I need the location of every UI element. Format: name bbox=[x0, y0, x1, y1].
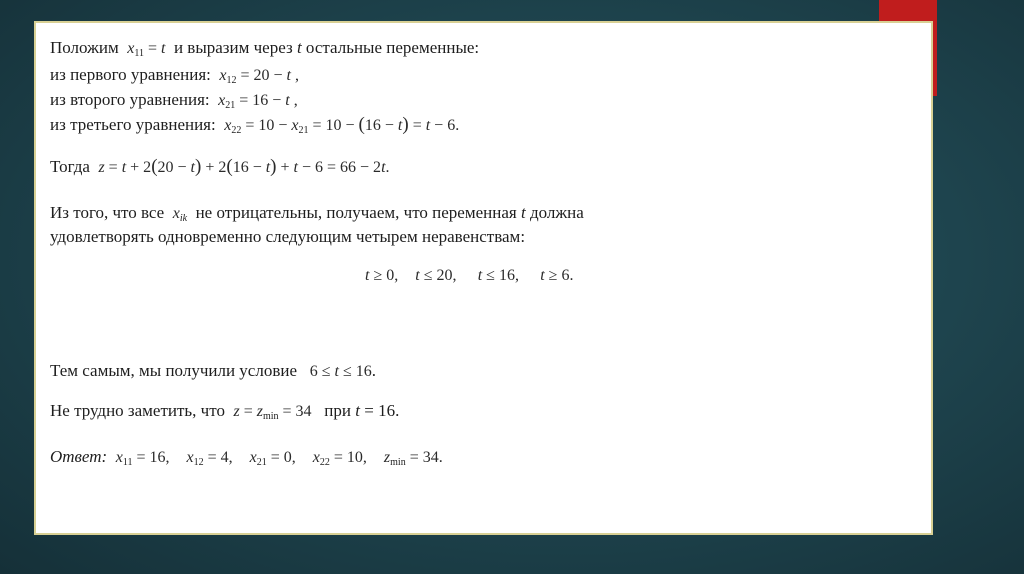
equals: = bbox=[408, 117, 426, 134]
line-answer bbox=[50, 447, 443, 473]
subscript: 21 bbox=[298, 125, 309, 136]
subscript: 11 bbox=[122, 457, 133, 468]
paren: ( bbox=[151, 156, 158, 177]
var-t: t bbox=[161, 40, 166, 57]
subscript: 22 bbox=[319, 457, 330, 468]
expr: ≤ 20, bbox=[419, 267, 457, 284]
paren: ( bbox=[226, 156, 233, 177]
expr: − 6. bbox=[430, 117, 460, 134]
line-nonnegative bbox=[50, 203, 584, 229]
var-t: t bbox=[190, 159, 195, 176]
subscript: 12 bbox=[226, 75, 237, 86]
text: Тем самым, мы получили условие bbox=[50, 361, 297, 380]
text: Из того, что все bbox=[50, 203, 165, 222]
subscript: 12 bbox=[193, 457, 204, 468]
var-z: z bbox=[233, 403, 240, 420]
line-condition bbox=[50, 361, 376, 382]
paren: ( bbox=[358, 114, 365, 135]
expr: = 4, bbox=[203, 449, 233, 466]
var-t: t bbox=[425, 117, 431, 134]
expr: = 0, bbox=[266, 449, 296, 466]
var-t: t bbox=[293, 159, 298, 176]
var-z: z bbox=[256, 403, 263, 420]
paren: ) bbox=[402, 114, 409, 135]
var-t: t bbox=[285, 92, 290, 109]
punct: , bbox=[289, 92, 298, 109]
subscript: ik bbox=[179, 213, 188, 224]
paren: ) bbox=[195, 156, 202, 177]
var-t: t bbox=[520, 203, 526, 222]
line-third-equation bbox=[50, 115, 459, 141]
expr: 6 ≤ bbox=[309, 363, 335, 380]
expr: ≤ 16 bbox=[338, 363, 372, 380]
line-second-equation bbox=[50, 90, 298, 116]
expr: = 16 − bbox=[235, 92, 286, 109]
var-x: x bbox=[186, 449, 194, 466]
var-x: x bbox=[219, 67, 227, 84]
expr: = 34 bbox=[278, 403, 312, 420]
text: не отрицательны, получаем, что переменная bbox=[195, 203, 517, 222]
var-t: t bbox=[286, 67, 291, 84]
expr: + 2 bbox=[126, 159, 152, 176]
var-x: x bbox=[291, 117, 299, 134]
expr: = 16, bbox=[132, 449, 170, 466]
var-t: t bbox=[540, 267, 545, 284]
expr: = 34. bbox=[405, 449, 443, 466]
var-z: z bbox=[383, 449, 391, 466]
subscript: min bbox=[262, 411, 279, 422]
text: при bbox=[324, 401, 351, 420]
text: должна bbox=[529, 203, 584, 222]
line-first-equation bbox=[50, 65, 299, 91]
paren: ) bbox=[270, 156, 277, 177]
equals: = bbox=[104, 159, 122, 176]
expr: ≤ 16, bbox=[482, 267, 519, 284]
var-x: x bbox=[115, 449, 123, 466]
equals: = bbox=[143, 40, 161, 57]
expr: = 16. bbox=[359, 401, 400, 420]
var-t: t bbox=[397, 117, 403, 134]
var-t: t bbox=[296, 38, 302, 57]
var-t: t bbox=[355, 401, 360, 420]
answer-label: Ответ: bbox=[50, 447, 108, 466]
expr: = 20 − bbox=[236, 67, 287, 84]
var-t: t bbox=[415, 267, 420, 284]
expr: ≥ 6. bbox=[544, 267, 574, 284]
expr: − 6 = 66 − 2 bbox=[297, 159, 382, 176]
text: удовлетворять одновременно следующим четырем неравенствам: bbox=[50, 227, 526, 246]
var-t: t bbox=[477, 267, 483, 284]
var-x: x bbox=[224, 117, 232, 134]
subscript: 21 bbox=[225, 100, 236, 111]
text: Не трудно заметить, что bbox=[50, 401, 225, 420]
expr: ≥ 0, bbox=[369, 267, 399, 284]
subscript: 22 bbox=[231, 125, 242, 136]
text: из первого уравнения: bbox=[50, 65, 211, 84]
line-substitution bbox=[50, 38, 479, 64]
var-x: x bbox=[312, 449, 320, 466]
var-t: t bbox=[121, 159, 127, 176]
expr: + 2 bbox=[201, 159, 227, 176]
expr: 16 − bbox=[232, 159, 266, 176]
text: и выразим через bbox=[173, 38, 293, 57]
subscript: 21 bbox=[256, 457, 267, 468]
text: Положим bbox=[50, 38, 119, 57]
expr: = 10, bbox=[329, 449, 367, 466]
var-x: x bbox=[172, 205, 180, 222]
expr: 20 − bbox=[157, 159, 191, 176]
slide-content-card bbox=[34, 21, 933, 535]
expr: = 10 − bbox=[241, 117, 292, 134]
line-objective bbox=[50, 157, 390, 178]
var-x: x bbox=[218, 92, 226, 109]
text: Тогда bbox=[50, 157, 90, 176]
equals: = bbox=[239, 403, 257, 420]
expr: = 10 − bbox=[308, 117, 359, 134]
var-t: t bbox=[334, 363, 339, 380]
subscript: 11 bbox=[134, 48, 144, 59]
var-z: z bbox=[98, 159, 105, 176]
line-minimum bbox=[50, 401, 399, 427]
expr: 16 − bbox=[364, 117, 398, 134]
text: из третьего уравнения: bbox=[50, 115, 216, 134]
var-x: x bbox=[127, 40, 135, 57]
line-inequalities bbox=[365, 265, 573, 286]
var-t: t bbox=[381, 159, 386, 176]
var-x: x bbox=[249, 449, 257, 466]
var-t: t bbox=[265, 159, 271, 176]
var-t: t bbox=[365, 267, 370, 284]
subscript: min bbox=[390, 457, 406, 468]
text: из второго уравнения: bbox=[50, 90, 210, 109]
punct: . bbox=[385, 159, 390, 176]
punct: , bbox=[290, 67, 299, 84]
line-inequalities-intro bbox=[50, 227, 525, 247]
punct: . bbox=[371, 361, 377, 380]
text: остальные переменные: bbox=[305, 38, 480, 57]
expr: + bbox=[276, 159, 294, 176]
